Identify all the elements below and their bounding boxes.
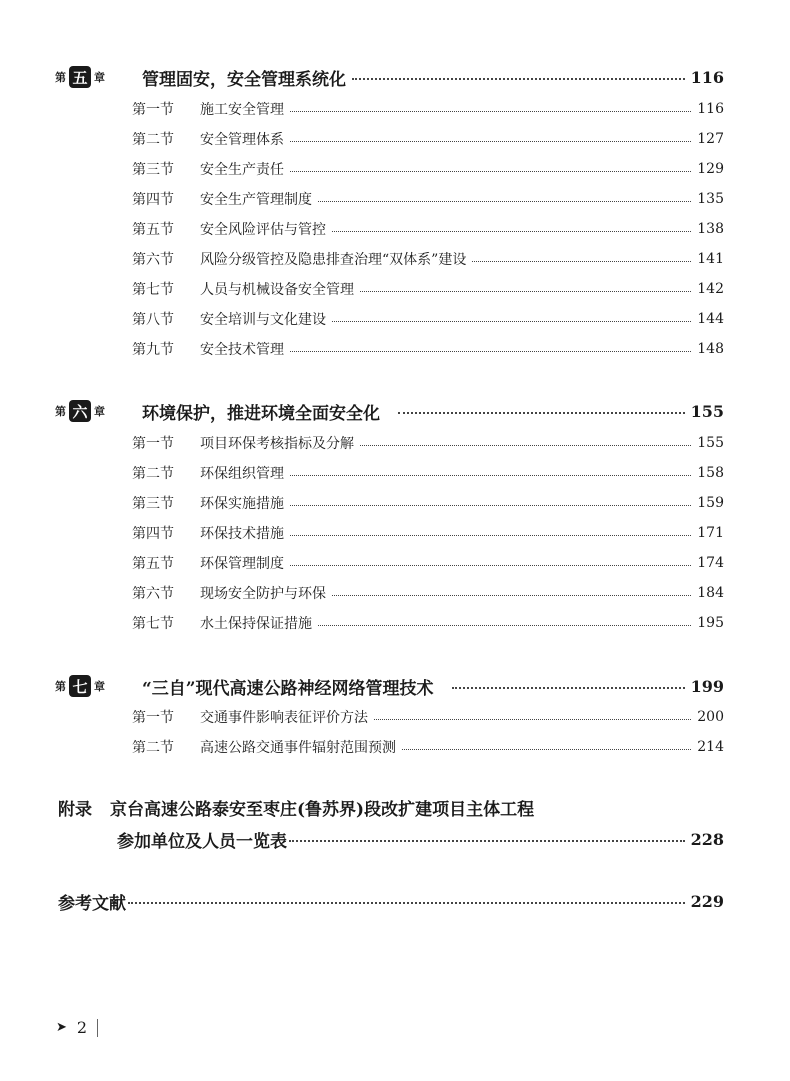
section-number: 第七节 xyxy=(132,616,174,632)
chapter-prefix: 第 xyxy=(55,71,66,84)
toc-section[interactable] xyxy=(132,734,724,760)
section-page: 184 xyxy=(697,585,724,601)
chapter-7-mark xyxy=(55,673,105,699)
section-number: 第六节 xyxy=(132,586,174,602)
section-page: 158 xyxy=(697,465,724,481)
toc-section[interactable] xyxy=(132,336,724,362)
chapter-title: 管理固安，安全管理系统化 xyxy=(142,69,346,90)
dot-leader xyxy=(290,141,691,142)
section-number: 第九节 xyxy=(132,342,174,358)
chapter-6-mark xyxy=(55,398,105,424)
section-title: 水土保持保证措施 xyxy=(200,616,312,632)
chapter-suffix: 章 xyxy=(94,680,105,693)
chapter-prefix: 第 xyxy=(55,680,66,693)
section-title: 风险分级管控及隐患排查治理“双体系”建设 xyxy=(200,252,467,268)
section-title: 环保实施措施 xyxy=(200,496,284,512)
chapter-suffix: 章 xyxy=(94,405,105,418)
toc-section[interactable] xyxy=(132,520,724,546)
chapter-number-badge: 五 xyxy=(69,66,91,88)
section-page: 141 xyxy=(697,251,724,267)
chapter-page: 155 xyxy=(690,401,724,421)
section-title: 项目环保考核指标及分解 xyxy=(200,436,354,452)
chapter-number-badge: 六 xyxy=(69,400,91,422)
section-number: 第四节 xyxy=(132,526,174,542)
toc-section[interactable] xyxy=(132,246,724,272)
section-number: 第三节 xyxy=(132,162,174,178)
toc-chapter-7[interactable] xyxy=(142,673,724,699)
section-number: 第三节 xyxy=(132,496,174,512)
toc-section[interactable] xyxy=(132,460,724,486)
dot-leader xyxy=(290,171,691,172)
appendix-label: 附录 xyxy=(58,799,92,820)
section-number: 第四节 xyxy=(132,192,174,208)
page-number: 2 xyxy=(76,1018,88,1037)
dot-leader xyxy=(290,475,691,476)
chapter-prefix: 第 xyxy=(55,405,66,418)
section-page: 174 xyxy=(697,555,724,571)
toc-section[interactable] xyxy=(132,96,724,122)
dot-leader xyxy=(374,719,691,720)
section-number: 第一节 xyxy=(132,436,174,452)
toc-section[interactable] xyxy=(132,306,724,332)
section-title: 环保管理制度 xyxy=(200,556,284,572)
chapter-page: 116 xyxy=(690,67,724,87)
section-number: 第二节 xyxy=(132,740,174,756)
section-page: 200 xyxy=(697,709,724,725)
dot-leader xyxy=(360,291,691,292)
section-title: 安全风险评估与管控 xyxy=(200,222,326,238)
dot-leader xyxy=(360,445,691,446)
section-number: 第七节 xyxy=(132,282,174,298)
appendix-page: 228 xyxy=(690,829,724,849)
section-title: 高速公路交通事件辐射范围预测 xyxy=(200,740,396,756)
section-title: 安全生产责任 xyxy=(200,162,284,178)
section-page: 116 xyxy=(697,101,724,117)
toc-section[interactable] xyxy=(132,704,724,730)
section-page: 129 xyxy=(697,161,724,177)
toc-appendix[interactable] xyxy=(58,794,724,820)
dot-leader xyxy=(290,565,691,566)
section-page: 214 xyxy=(697,739,724,755)
toc-section[interactable] xyxy=(132,186,724,212)
toc-section[interactable] xyxy=(132,216,724,242)
section-number: 第八节 xyxy=(132,312,174,328)
dot-leader xyxy=(290,535,691,536)
references-title: 参考文献 xyxy=(58,893,126,914)
page-footer xyxy=(56,1018,98,1037)
chapter-title: “三自”现代高速公路神经网络管理技术 xyxy=(142,678,434,699)
appendix-title-line1: 京台高速公路泰安至枣庄(鲁苏界)段改扩建项目主体工程 xyxy=(110,799,535,820)
chapter-5-mark xyxy=(55,64,105,90)
dot-leader xyxy=(289,840,685,842)
section-title: 安全管理体系 xyxy=(200,132,284,148)
section-title: 施工安全管理 xyxy=(200,102,284,118)
references-page: 229 xyxy=(690,891,724,911)
section-title: 安全培训与文化建设 xyxy=(200,312,326,328)
section-title: 交通事件影响表征评价方法 xyxy=(200,710,368,726)
dot-leader xyxy=(290,505,691,506)
dot-leader xyxy=(352,78,685,80)
section-title: 环保技术措施 xyxy=(200,526,284,542)
section-title: 安全技术管理 xyxy=(200,342,284,358)
section-page: 144 xyxy=(697,311,724,327)
section-title: 安全生产管理制度 xyxy=(200,192,312,208)
section-number: 第五节 xyxy=(132,222,174,238)
section-page: 142 xyxy=(697,281,724,297)
toc-chapter-5[interactable] xyxy=(142,64,724,90)
section-title: 环保组织管理 xyxy=(200,466,284,482)
section-page: 127 xyxy=(697,131,724,147)
dot-leader xyxy=(402,749,691,750)
section-page: 135 xyxy=(697,191,724,207)
dot-leader xyxy=(398,412,685,414)
dot-leader xyxy=(452,687,685,689)
toc-section[interactable] xyxy=(132,156,724,182)
toc-section[interactable] xyxy=(132,610,724,636)
arrow-icon: ➤ xyxy=(56,1020,67,1035)
section-page: 148 xyxy=(697,341,724,357)
dot-leader xyxy=(318,201,691,202)
toc-section[interactable] xyxy=(132,430,724,456)
dot-leader xyxy=(332,321,691,322)
chapter-suffix: 章 xyxy=(94,71,105,84)
section-title: 现场安全防护与环保 xyxy=(200,586,326,602)
section-page: 159 xyxy=(697,495,724,511)
toc-section[interactable] xyxy=(132,490,724,516)
appendix-title-line2: 参加单位及人员一览表 xyxy=(117,831,287,852)
dot-leader xyxy=(332,231,691,232)
dot-leader xyxy=(332,595,691,596)
toc-section[interactable] xyxy=(132,126,724,152)
dot-leader xyxy=(290,111,691,112)
section-page: 138 xyxy=(697,221,724,237)
toc-references[interactable] xyxy=(58,888,724,914)
chapter-page: 199 xyxy=(690,676,724,696)
section-title: 人员与机械设备安全管理 xyxy=(200,282,354,298)
toc-section[interactable] xyxy=(132,550,724,576)
toc-section[interactable] xyxy=(132,276,724,302)
section-number: 第一节 xyxy=(132,102,174,118)
dot-leader xyxy=(290,351,691,352)
section-page: 195 xyxy=(697,615,724,631)
chapter-title: 环境保护，推进环境全面安全化 xyxy=(142,403,380,424)
section-number: 第二节 xyxy=(132,466,174,482)
section-page: 171 xyxy=(697,525,724,541)
dot-leader xyxy=(318,625,691,626)
toc-appendix-line2[interactable] xyxy=(117,826,724,852)
section-number: 第一节 xyxy=(132,710,174,726)
toc-section[interactable] xyxy=(132,580,724,606)
section-number: 第六节 xyxy=(132,252,174,268)
section-number: 第五节 xyxy=(132,556,174,572)
footer-divider xyxy=(97,1019,98,1037)
toc-chapter-6[interactable] xyxy=(142,398,724,424)
section-page: 155 xyxy=(697,435,724,451)
dot-leader xyxy=(128,902,685,904)
dot-leader xyxy=(472,261,691,262)
chapter-number-badge: 七 xyxy=(69,675,91,697)
section-number: 第二节 xyxy=(132,132,174,148)
